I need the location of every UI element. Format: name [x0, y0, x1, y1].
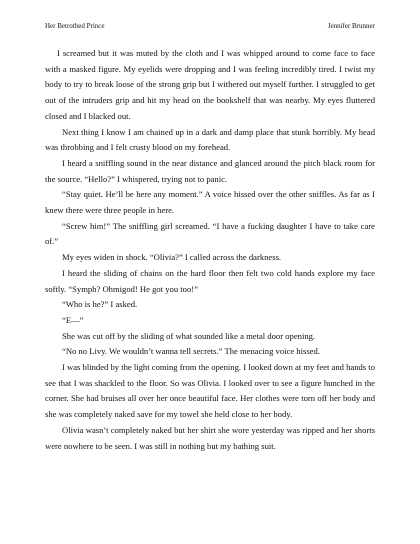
paragraph: “Stay quiet. He’ll be here any moment.” A voice hissed over the other sniffles. As far as I knew there were three people in here.: [45, 189, 375, 216]
running-header: [45, 22, 375, 31]
paragraph: “Screw him!” The sniffling girl screamed. “I have a fucking daughter I have to take care of.”: [45, 220, 375, 247]
paragraph: I screamed but it was muted by the cloth and I was whipped around to come face to face with a masked figure. My eyelids were dropping and I was feeling incredibly tired. I twist my body to try to break loose of the strong grip but I withered out myself further. I struggled to get out of the intruders grip and hit my head on the bookshelf that was nearby. My eyes fluttered closed and I blacked out.: [45, 48, 375, 121]
paragraph: I was blinded by the light coming from the opening. I looked down at my feet and hands to see that I was shackled to the floor. So was Olivia. I looked over to see a figure hunched in the corner. She had bruises all over her once beautiful face. Her clothes were torn off her body and she was completely naked save for my towel she held close to her body.: [45, 362, 375, 420]
body-text: [45, 46, 375, 454]
paragraph: “No no Livy. We wouldn’t wanna tell secrets.” The menacing voice hissed.: [62, 346, 320, 357]
paragraph: Next thing I know I am chained up in a dark and damp place that stunk horribly. My head was throbbing and I felt crusty blood on my forehead.: [45, 126, 375, 153]
paragraph: I heard the sliding of chains on the hard floor then felt two cold hands explore my face softly. “Symph? Ohmigod! He got you too!”: [45, 267, 375, 294]
paragraph: My eyes widen in shock. “Olivia?” I called across the darkness.: [62, 252, 282, 263]
paragraph: “E—”: [62, 314, 84, 325]
header-book-title: Her Betrothed Prince: [45, 22, 105, 30]
paragraph: “Who is he?” I asked.: [62, 299, 138, 310]
paragraph: She was cut off by the sliding of what sounded like a metal door opening.: [62, 330, 316, 341]
paragraph: Olivia wasn’t completely naked but her shirt she wore yesterday was ripped and her shorts were nowhere to be seen. I was still in nothing but my bathing suit.: [45, 424, 375, 451]
header-author: Jennifer Brunner: [327, 22, 375, 30]
paragraph: I heard a sniffling sound in the near distance and glanced around the pitch black room for the source. “Hello?” I whispered, trying not to panic.: [45, 157, 375, 184]
